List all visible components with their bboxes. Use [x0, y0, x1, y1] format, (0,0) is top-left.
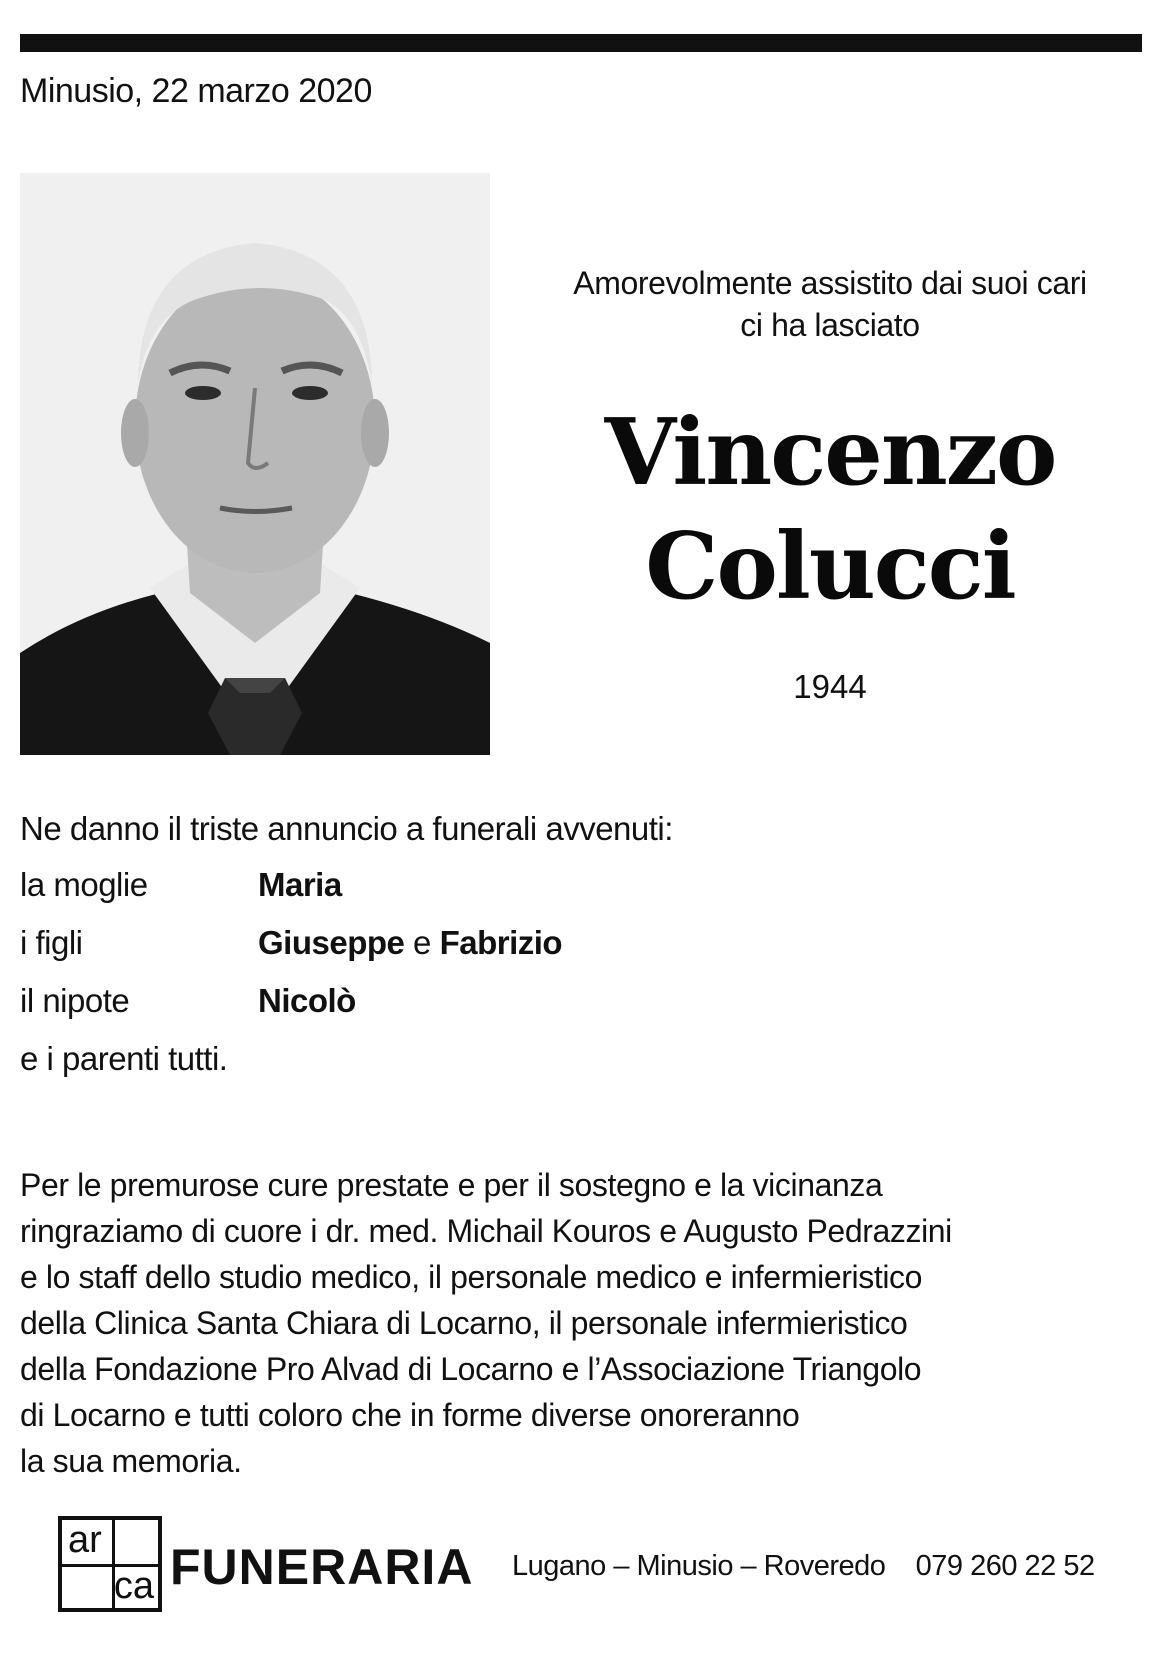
funeral-phone: 079 260 22 52 — [915, 1550, 1095, 1582]
thanks-line: di Locarno e tutti coloro che in forme diverse onoreranno — [20, 1397, 800, 1433]
funeral-contact — [512, 1550, 1095, 1583]
thanks-line: della Fondazione Pro Alvad di Locarno e l’Associazione Triangolo — [20, 1351, 922, 1387]
relation-label: i figli — [20, 924, 83, 961]
last-name: Colucci — [645, 512, 1015, 620]
thanks-line: e lo staff dello studio medico, il personale medico e infermieristico — [20, 1259, 923, 1295]
relative-row-wife — [20, 866, 342, 904]
intro-line-1: Amorevolmente assistito dai suoi cari — [573, 265, 1087, 301]
thanks-line: della Clinica Santa Chiara di Locarno, il personale infermieristico — [20, 1305, 908, 1341]
thanks-line: ringraziamo di cuore i dr. med. Michail Kouros e Augusto Pedrazzini — [20, 1213, 952, 1249]
relative-name: Fabrizio — [439, 924, 563, 961]
announcement-lead: Ne danno il triste annuncio a funerali avvenuti: — [20, 810, 673, 847]
relative-name: Maria — [258, 866, 342, 903]
relative-row-grandson — [20, 982, 356, 1020]
conjunction: e — [413, 924, 431, 961]
funeral-locations: Lugano – Minusio – Roveredo — [512, 1550, 886, 1582]
relation-label: il nipote — [20, 982, 130, 1019]
relative-name: Giuseppe — [258, 924, 405, 961]
thanks-line: Per le premurose cure prestate e per il sostegno e la vicinanza — [20, 1167, 883, 1203]
funeral-brand: FUNERARIA — [170, 1539, 474, 1595]
arca-logo — [58, 1516, 162, 1612]
dateline: Minusio, 22 marzo 2020 — [20, 72, 372, 110]
portrait-photo — [20, 173, 490, 755]
top-rule — [20, 34, 1142, 52]
portrait-illustration — [20, 173, 490, 755]
intro-line-2: ci ha lasciato — [740, 307, 920, 343]
logo-text-top: ar — [68, 1519, 102, 1561]
thanks-line: la sua memoria. — [20, 1443, 242, 1479]
relative-row-children — [20, 924, 562, 962]
closing-line: e i parenti tutti. — [20, 1040, 228, 1077]
relative-name: Nicolò — [258, 982, 356, 1019]
thanks-paragraph — [20, 1162, 1140, 1484]
first-name: Vincenzo — [604, 398, 1056, 506]
birth-year: 1944 — [793, 668, 867, 705]
intro-text — [520, 262, 1140, 346]
relation-label: la moglie — [20, 866, 148, 903]
logo-text-bottom: ca — [113, 1565, 154, 1607]
deceased-name — [520, 395, 1140, 623]
